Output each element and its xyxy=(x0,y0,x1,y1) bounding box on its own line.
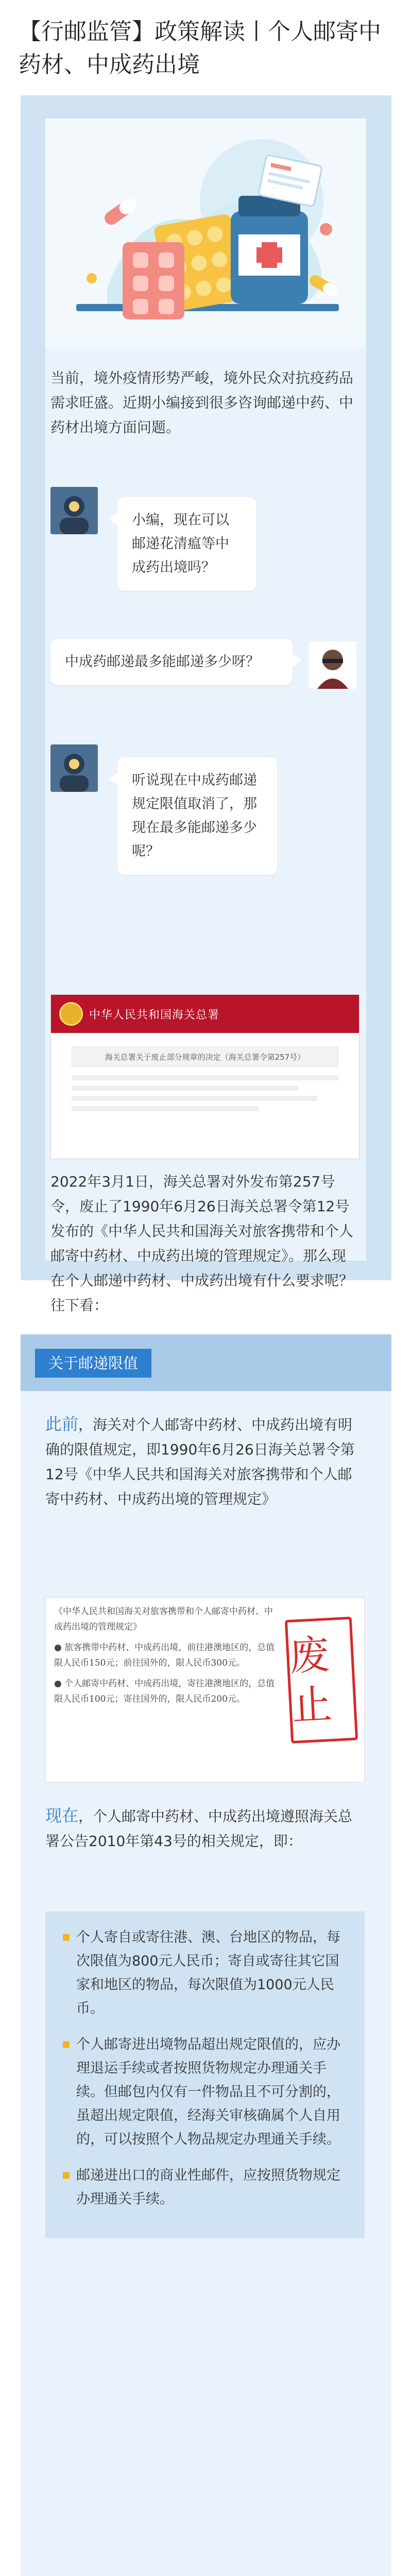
rule-text: 个人邮寄进出境物品超出规定限值的，应办理退运手续或者按照货物规定办理通关手续。但邮包内仅有一件物品且不可分割的，虽超出规定限值，经海关审核确属个人自用的，可以按照个人物品规定办理通关手续。 xyxy=(76,2037,340,2147)
editor-avatar-icon xyxy=(309,641,356,689)
para-lead-before: 此前 xyxy=(45,1414,79,1434)
user-avatar-icon xyxy=(50,744,98,792)
article-title: 【行邮监管】政策解读丨个人邮寄中药材、中成药出境 xyxy=(19,19,381,78)
gov-placeholder-line xyxy=(72,1086,298,1091)
user-avatar-icon xyxy=(50,487,98,534)
avatar-user xyxy=(50,487,98,534)
avatar-user-2 xyxy=(50,744,98,792)
section-tag: 关于邮递限值 xyxy=(35,1349,151,1378)
avatar-editor xyxy=(309,641,356,689)
regulation-text xyxy=(54,1604,281,1707)
medicine-illustration-icon xyxy=(45,118,366,348)
gov-website-screenshot xyxy=(50,994,359,1159)
intro-card xyxy=(21,95,391,1314)
law-paragraph: 2022年3月1日，海关总署对外发布第257号令，废止了1990年6月26日海关总署令第12号发布的《中华人民共和国海关对旅客携带和个人邮寄中药材、中成药出境的管理规定》。那么现在个人邮递中药材、中成药出境有什么要求呢？往下看： xyxy=(50,1173,354,1314)
bullet-square-icon xyxy=(63,2172,70,2179)
gov-header xyxy=(51,995,359,1033)
rule-item xyxy=(63,2164,347,2211)
chat-bubble-2: 中成药邮递最多能邮递多少呀？ xyxy=(50,639,293,685)
repealed-stamp: 废止 xyxy=(285,1617,358,1743)
regulation-title: 《中华人民共和国海关对旅客携带和个人邮寄中药材、中成药出境的管理规定》 xyxy=(54,1606,273,1632)
national-emblem-icon xyxy=(59,1002,83,1026)
rule-item xyxy=(63,2033,347,2151)
hero-illustration xyxy=(45,118,366,348)
para-lead-now: 现在 xyxy=(45,1806,79,1825)
regulation-item: ● 旅客携带中药材、中成药出境，前往港澳地区的，总值限人民币150元；前往国外的，限人民币300元。 xyxy=(54,1642,275,1668)
limits-para-now xyxy=(45,1803,365,1854)
limits-card xyxy=(21,1391,391,2576)
gov-placeholder-line xyxy=(72,1106,259,1111)
gov-site-name: 中华人民共和国海关总署 xyxy=(89,1008,220,1022)
rule-item xyxy=(63,1926,347,2021)
bullet-square-icon xyxy=(63,1934,70,1941)
rule-text: 邮递进出口的商业性邮件，应按照货物规定办理通关手续。 xyxy=(76,2167,340,2207)
intro-paragraph xyxy=(50,366,359,440)
repealed-regulation-box xyxy=(45,1597,365,1783)
limits-para-before xyxy=(45,1412,365,1512)
chat-bubble-1: 小编，现在可以邮递花清瘟等中成药出境吗？ xyxy=(117,497,256,591)
gov-doc-title: 海关总署关于废止部分规章的决定（海关总署令第257号） xyxy=(72,1046,338,1067)
para-before-text: ，海关对个人邮寄中药材、中成药出境有明确的限值规定，即1990年6月26日海关总署令第12号《中华人民共和国海关对旅客携带和个人邮寄中药材、中成药出境的管理规定》 xyxy=(45,1416,355,1507)
regulation-item: ● 个人邮寄中药材、中成药出境，寄往港澳地区的，总值限人民币100元；寄往国外的，限人民币200元。 xyxy=(54,1679,275,1704)
rules-box xyxy=(45,1911,365,2238)
intro-card-inner xyxy=(45,118,366,1314)
para-now-text: ，个人邮寄中药材、中成药出境遵照海关总署公告2010年第43号的相关规定，即： xyxy=(45,1808,353,1850)
chat-bubble-3: 听说现在中成药邮递规定限值取消了，那现在最多能邮递多少呢？ xyxy=(117,757,277,875)
rule-text: 个人寄自或寄往港、澳、台地区的物品，每次限值为800元人民币；寄自或寄往其它国家和地区的物品，每次限值为1000元人民币。 xyxy=(76,1929,340,2016)
gov-body xyxy=(51,1033,359,1130)
gov-placeholder-line xyxy=(72,1075,338,1080)
intro-text: 当前，境外疫情形势严峻，境外民众对抗疫药品需求旺盛。近期小编接到很多咨询邮递中药、中药材出境方面问题。 xyxy=(50,369,354,436)
gov-placeholder-line xyxy=(72,1096,317,1101)
bullet-square-icon xyxy=(63,2041,70,2048)
section-heading-limits xyxy=(21,1334,391,1391)
